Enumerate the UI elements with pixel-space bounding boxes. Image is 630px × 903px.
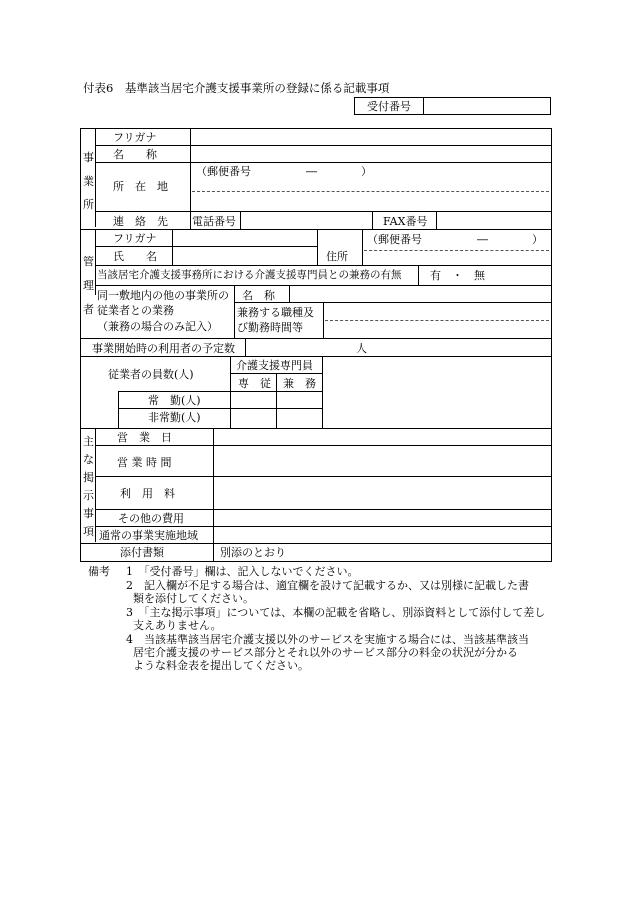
divider	[322, 356, 323, 428]
manager-furigana-label: フリガナ	[113, 232, 157, 245]
divider	[172, 229, 173, 265]
note-2-line-2: 類を添付してください。	[133, 592, 254, 605]
divider	[276, 373, 277, 428]
other-work-label-2: 従業者との業務	[97, 304, 174, 317]
divider	[80, 428, 552, 429]
main-items-section-char: 事	[83, 507, 94, 520]
main-items-section-char: 項	[83, 525, 94, 538]
office-phone-label: 電話番号	[192, 215, 236, 228]
divider	[192, 191, 549, 192]
manager-section-char: 者	[83, 303, 94, 316]
divider	[372, 211, 373, 229]
receipt-number-label: 受付番号	[355, 98, 424, 114]
office-address-label: 所 在 地	[113, 180, 168, 193]
expected-users-label: 事業開始時の利用者の予定数	[92, 342, 235, 355]
part-time-staff-label: 非常勤(人)	[148, 411, 201, 424]
other-work-label-1: 同一敷地内の他の事業所の	[97, 289, 229, 302]
main-items-section-char: 示	[83, 489, 94, 502]
note-4-line-2: 居宅介護支援のサービス部分とそれ以外のサービス部分の料金の状況が分かる	[133, 646, 518, 659]
divider	[80, 338, 552, 339]
other-office-name-label: 名 称	[242, 289, 275, 302]
divider	[364, 250, 549, 251]
office-contact-label: 連 絡 先	[113, 215, 168, 228]
dual-role-label: 当該居宅介護支援事務所における介護支援専門員との兼務の有無	[97, 269, 402, 281]
divider	[95, 145, 552, 146]
note-3-line-1: 3 「主な掲示事項」については、本欄の記載を省略し、別添資料として添付して差し	[126, 606, 546, 619]
divider	[325, 320, 549, 321]
other-costs-label: その他の費用	[118, 512, 184, 525]
main-items-section-char: 主	[83, 435, 94, 448]
office-section-char: 事	[83, 151, 94, 164]
manager-name-label: 氏 名	[113, 250, 157, 263]
note-1: 1 「受付番号」欄は、記入しないでください。	[126, 565, 359, 578]
manager-section-char: 管	[83, 255, 94, 268]
divider	[95, 476, 552, 477]
divider	[323, 302, 324, 338]
divider	[289, 285, 290, 302]
divider	[245, 338, 246, 356]
fulltime-header: 専 従	[238, 377, 271, 390]
note-2-line-1: 2 記入欄が不足する場合は、適宜欄を設けて記載するか、又は別様に記載した書	[126, 579, 529, 592]
office-fax-label: FAX番号	[383, 215, 428, 228]
office-section-char: 所	[83, 198, 94, 211]
receipt-number-box	[354, 97, 551, 115]
form-title: 付表6 基準該当居宅介護支援事業所の登録に係る記載事項	[83, 81, 390, 95]
office-section-char: 業	[83, 175, 94, 188]
other-role-label-2: び勤務時間等	[237, 321, 303, 334]
main-items-section-char: な	[83, 453, 94, 466]
other-work-label-3: （兼務の場合のみ記入）	[97, 320, 218, 333]
note-3-line-2: 支えありません。	[133, 619, 222, 632]
permanent-staff-label: 常 勤(人)	[148, 394, 201, 407]
divider	[240, 211, 241, 229]
divider	[230, 356, 231, 428]
service-area-label: 通常の事業実施地域	[99, 529, 198, 542]
divider	[95, 445, 552, 446]
divider	[362, 229, 363, 265]
office-postal-code: （郵便番号 ― ）	[196, 165, 372, 178]
notes-heading: 備考	[88, 565, 110, 578]
divider	[213, 428, 214, 562]
divider	[95, 246, 317, 247]
manager-address-label: 住所	[326, 250, 348, 263]
main-items-section-char: 掲	[83, 471, 94, 484]
concurrent-header: 兼 務	[283, 377, 316, 390]
divider	[118, 391, 322, 392]
divider	[190, 128, 191, 229]
other-role-label-1: 兼務する職種及	[237, 306, 314, 319]
divider	[95, 285, 552, 286]
staff-count-label: 従業者の員数(人)	[108, 368, 194, 381]
divider	[95, 526, 552, 527]
note-4-line-1: 4 当該基準該当居宅介護支援以外のサービスを実施する場合には、当該基準該当	[126, 633, 529, 646]
divider	[80, 543, 552, 544]
care-manager-header: 介護支援専門員	[236, 359, 313, 372]
divider	[118, 391, 119, 428]
divider	[95, 211, 552, 212]
divider	[418, 265, 419, 285]
manager-section-char: 理	[83, 279, 94, 292]
expected-users-unit: 人	[356, 342, 367, 355]
divider	[317, 229, 318, 265]
business-hours-label: 営 業 時 間	[117, 456, 172, 469]
usage-fee-label: 利 用 料	[120, 487, 175, 500]
divider	[80, 356, 552, 357]
note-4-line-3: ような料金表を提出してください。	[133, 659, 309, 672]
divider	[234, 285, 235, 338]
divider	[95, 265, 552, 266]
divider	[95, 162, 552, 163]
manager-postal-code: （郵便番号 ― ）	[367, 233, 543, 246]
office-name-label: 名 称	[113, 148, 157, 161]
divider	[234, 302, 552, 303]
divider	[118, 408, 322, 409]
divider	[436, 211, 437, 229]
divider	[95, 128, 96, 227]
divider	[95, 509, 552, 510]
attachments-label: 添付書類	[120, 546, 164, 559]
business-days-label: 営 業 日	[117, 431, 172, 444]
office-furigana-label: フリガナ	[113, 131, 157, 144]
dual-role-choice[interactable]: 有 ・ 無	[430, 269, 485, 282]
divider	[80, 229, 552, 230]
attachments-value: 別添のとおり	[220, 546, 286, 559]
